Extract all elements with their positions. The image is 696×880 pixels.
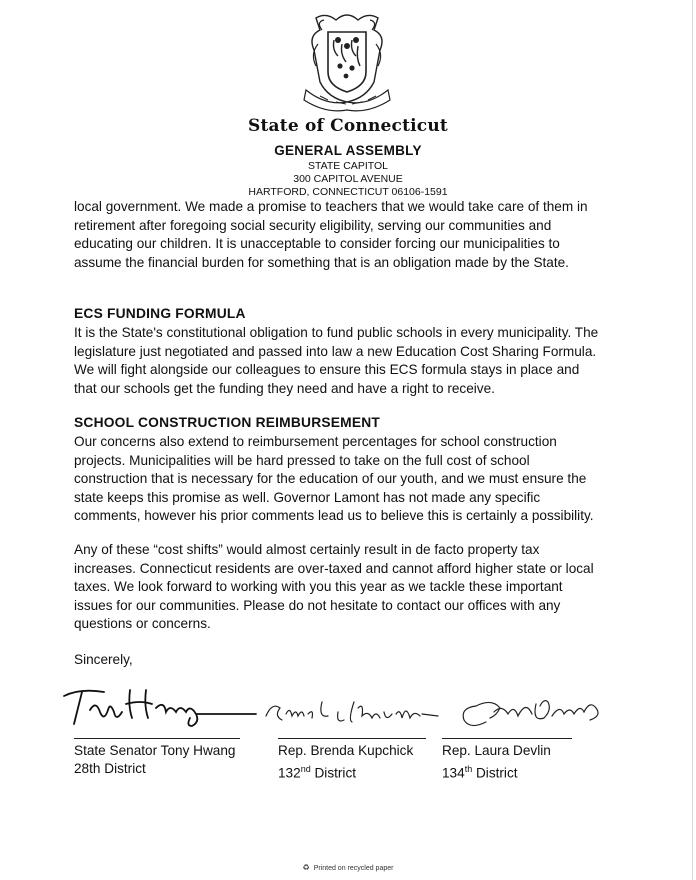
signature-line xyxy=(74,738,240,739)
sincerely-text xyxy=(74,651,614,670)
district-suffix: th xyxy=(464,764,473,774)
address-line: 300 CAPITOL AVENUE xyxy=(293,173,403,185)
text-line: state keeps this promise as well. Governor Lamont has not made any specific xyxy=(74,489,541,505)
signature-brenda-kupchick xyxy=(262,694,442,730)
text-line: increases. Connecticut residents are over-taxed and cannot afford higher state or local xyxy=(74,560,594,576)
sincerely-line: Sincerely, xyxy=(74,652,133,667)
text-line: questions or concerns. xyxy=(74,616,211,632)
connecticut-seal-logo xyxy=(296,10,398,114)
intro-paragraph xyxy=(74,198,614,272)
closing-paragraph xyxy=(74,541,614,634)
general-assembly-heading: GENERAL ASSEMBLY xyxy=(274,143,422,158)
text-line: projects. Municipalities will be hard pressed to take on the full cost of school xyxy=(74,452,530,468)
signature-line xyxy=(278,738,426,739)
district-word: District xyxy=(104,761,146,776)
district-number: 134 xyxy=(442,765,465,781)
state-name-heading: State of Connecticut xyxy=(248,116,448,136)
text-line: retirement after foregoing social security eligibility, serving our communities and xyxy=(74,217,552,233)
signatory-title: State Senator Tony Hwang xyxy=(74,743,236,758)
signature-line xyxy=(442,738,572,739)
signatory-district xyxy=(442,760,518,783)
district-number: 28th xyxy=(74,761,101,776)
text-line: construction that is necessary for the education of our youth, and we must ensure the xyxy=(74,471,587,487)
ecs-paragraph xyxy=(74,324,614,398)
construction-heading: SCHOOL CONSTRUCTION REIMBURSEMENT xyxy=(74,415,381,430)
footer xyxy=(0,863,696,872)
text-line: We will fight alongside our colleagues to ensure this ECS formula stays in place and xyxy=(74,362,580,378)
text-line: Any of these “cost shifts” would almost certainly result in de facto property tax xyxy=(74,542,540,557)
footer-text: Printed on recycled paper xyxy=(313,865,394,872)
text-line: educating our children. It is unacceptable to consider forcing our municipalities to xyxy=(74,236,560,252)
address-line: STATE CAPITOL xyxy=(308,160,388,172)
text-line: that our schools get the funding they need and have a right to receive. xyxy=(74,380,495,396)
text-line: comments, however his prior comments lead us to believe this is certainly a possibility. xyxy=(74,508,594,524)
recycle-icon: ♻ xyxy=(302,863,310,872)
text-line: assume the financial burden for something that is an obligation made by the State. xyxy=(74,254,569,270)
signatory-title: Rep. Laura Devlin xyxy=(442,743,551,758)
district-suffix: nd xyxy=(300,764,311,774)
text-line: legislature just negotiated and passed into law a new Education Cost Sharing Formula. xyxy=(74,343,597,359)
district-word: District xyxy=(310,765,357,781)
construction-paragraph xyxy=(74,433,614,526)
text-line: Our concerns also extend to reimbursement percentages for school construction xyxy=(74,434,557,449)
address-line: HARTFORD, CONNECTICUT 06106-1591 xyxy=(248,186,448,198)
text-line: local government. We made a promise to teachers that we would take care of them in xyxy=(74,199,588,214)
district-number: 132 xyxy=(278,765,301,781)
signatory-district xyxy=(278,760,356,783)
signature-tony-hwang xyxy=(60,682,260,732)
text-line: issues for our communities. Please do not hesitate to contact our offices with any xyxy=(74,597,561,613)
text-line: taxes. We look forward to working with you this year as we tackle these important xyxy=(74,579,563,595)
ecs-heading: ECS FUNDING FORMULA xyxy=(74,306,246,321)
text-line: It is the State's constitutional obligation to fund public schools in every municipality. The xyxy=(74,325,599,340)
signatory-title: Rep. Brenda Kupchick xyxy=(278,743,414,758)
signature-laura-devlin xyxy=(456,692,606,732)
signatory-district xyxy=(74,760,146,778)
district-word: District xyxy=(472,765,518,781)
